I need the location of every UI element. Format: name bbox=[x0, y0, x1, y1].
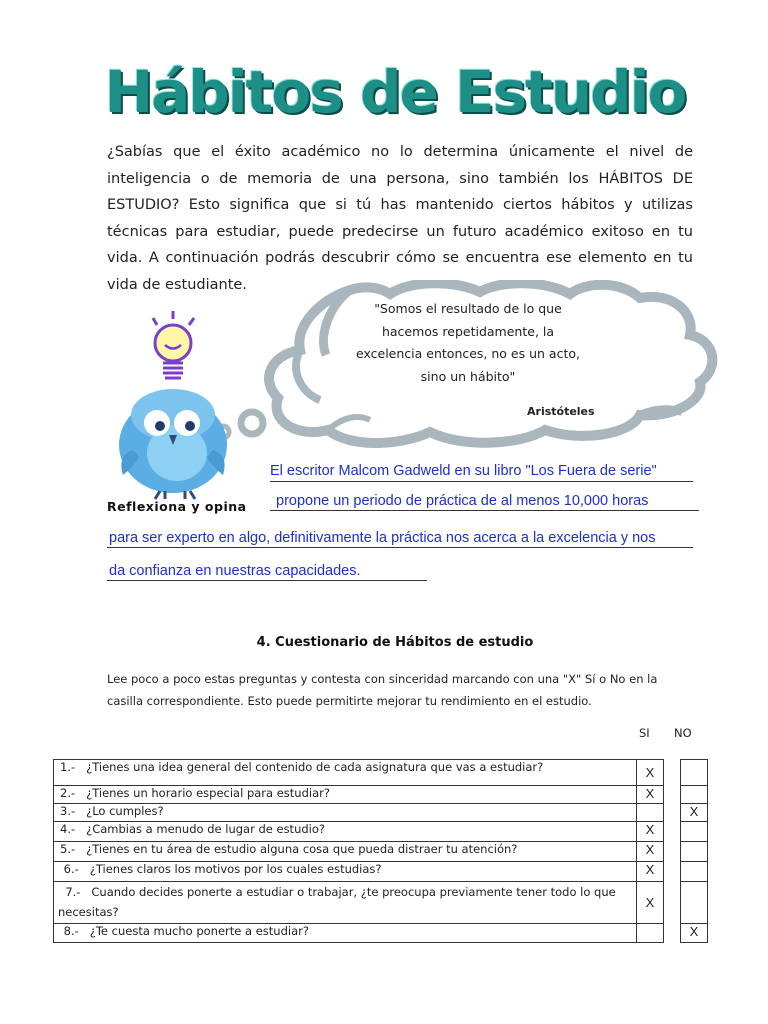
quote-line: sino un hábito" bbox=[420, 368, 516, 384]
answer-no-cell[interactable] bbox=[681, 882, 708, 924]
question-cell: 5.- ¿Tienes en tu área de estudio alguna cosa que pueda distraer tu atención? bbox=[54, 842, 637, 862]
answer-no-cell[interactable] bbox=[681, 786, 708, 804]
table-row bbox=[54, 862, 708, 882]
question-cell: 7.- Cuando decides ponerte a estudiar o trabajar, ¿te preocupa previamente tener todo lo que necesitas? bbox=[54, 882, 637, 924]
answer-line-4: da confianza en nuestras capacidades. bbox=[107, 562, 427, 581]
thinking-bird-illustration bbox=[105, 305, 255, 500]
quote-line: hacemos repetidamente, la bbox=[381, 323, 555, 339]
answer-si-cell[interactable]: X bbox=[637, 786, 664, 804]
quote-text bbox=[350, 298, 586, 388]
intro-paragraph: ¿Sabías que el éxito académico no lo determina únicamente el nivel de inteligencia o de memoria de una persona, sino también los HÁBITOS DE ESTUDIO? Esto significa que si tú has mantenido ciertos hábitos y utilizas técnicas para estudiar, puede predecirse un futuro académico exitoso en tu vida. A continuación podrás descubrir cómo se encuentra ese elemento en tu vida de estudiante. bbox=[107, 144, 693, 293]
answer-no-cell[interactable] bbox=[681, 760, 708, 786]
table-row bbox=[54, 760, 708, 786]
reflection-label: Reflexiona y opina bbox=[107, 499, 247, 514]
table-row bbox=[54, 882, 708, 924]
answer-si-cell[interactable]: X bbox=[637, 862, 664, 882]
answer-si-cell[interactable]: X bbox=[637, 822, 664, 842]
table-row bbox=[54, 924, 708, 943]
quote-line: excelencia entonces, no es un acto, bbox=[356, 346, 580, 361]
question-cell: 1.- ¿Tienes una idea general del contenido de cada asignatura que vas a estudiar? bbox=[54, 760, 637, 786]
question-cell: 3.- ¿Lo cumples? bbox=[54, 804, 637, 822]
question-cell: 8.- ¿Te cuesta mucho ponerte a estudiar? bbox=[54, 924, 637, 943]
quote-author: Aristóteles bbox=[527, 405, 595, 417]
questionnaire-table bbox=[53, 759, 708, 943]
answer-no-cell[interactable] bbox=[681, 822, 708, 842]
answer-line-1: El escritor Malcom Gadweld en su libro "Los Fuera de serie" bbox=[270, 462, 693, 482]
answer-si-cell[interactable]: X bbox=[637, 882, 664, 924]
answer-no-cell[interactable]: X bbox=[681, 804, 708, 822]
page-title: Hábitos de Estudio bbox=[104, 58, 686, 126]
question-cell: 4.- ¿Cambias a menudo de lugar de estudio? bbox=[54, 822, 637, 842]
table-row bbox=[54, 842, 708, 862]
answer-si-cell[interactable] bbox=[637, 804, 664, 822]
answer-no-cell[interactable] bbox=[681, 862, 708, 882]
question-cell: 2.- ¿Tienes un horario especial para estudiar? bbox=[54, 786, 637, 804]
answer-si-cell[interactable]: X bbox=[637, 760, 664, 786]
column-header-si: SI bbox=[639, 726, 650, 740]
table-row bbox=[54, 804, 708, 822]
answer-no-cell[interactable] bbox=[681, 842, 708, 862]
table-row bbox=[54, 786, 708, 804]
answer-line-3: para ser experto en algo, definitivamente la práctica nos acerca a la excelencia y nos bbox=[107, 529, 693, 548]
answer-si-cell[interactable] bbox=[637, 924, 664, 943]
questionnaire-title: 4. Cuestionario de Hábitos de estudio bbox=[256, 635, 534, 650]
question-cell: 6.- ¿Tienes claros los motivos por los cuales estudias? bbox=[54, 862, 637, 882]
questionnaire-instructions: Lee poco a poco estas preguntas y contesta con sinceridad marcando con una "X" Sí o No en la casilla correspondiente. Esto puede permitirte mejorar tu rendimiento en el estudio. bbox=[107, 672, 658, 708]
answer-no-cell[interactable]: X bbox=[681, 924, 708, 943]
answer-line-2: propone un periodo de práctica de al menos 10,000 horas bbox=[270, 492, 699, 511]
table-row bbox=[54, 822, 708, 842]
quote-line: "Somos el resultado de lo que bbox=[374, 301, 562, 316]
answer-si-cell[interactable]: X bbox=[637, 842, 664, 862]
lightbulb-icon bbox=[153, 311, 194, 378]
column-header-no: NO bbox=[674, 726, 692, 740]
